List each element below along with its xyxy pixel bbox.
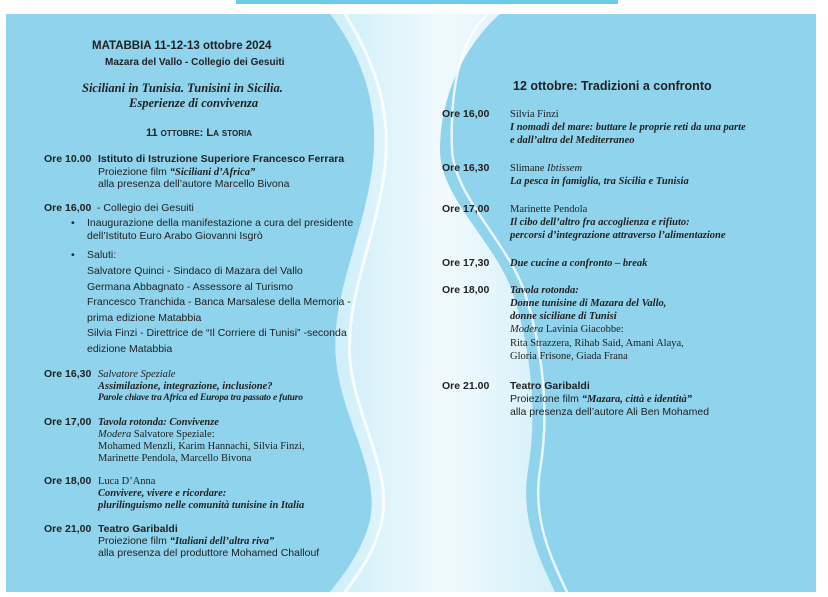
film-guest: alla presenza dell’autore Ali Ben Mohamed (510, 406, 710, 418)
film-line (510, 393, 692, 406)
event-time: Ore 16,30 (44, 368, 92, 380)
film-guest: alla presenza del produttore Mohamed Challouf (98, 547, 320, 559)
event-time: Ore 21.00 (442, 380, 490, 392)
moderator-label: Modera (98, 429, 132, 440)
moderator-name: Lavinia Giacobbe: (543, 324, 624, 335)
bullet-text: Inaugurazione della manifestazione a cura del presidente (87, 217, 354, 229)
talk-title-cont: e dall’altra del Mediterraneo (510, 135, 635, 146)
event-place: Teatro Garibaldi (98, 523, 178, 535)
talk-subtitle: Parole chiave tra Africa ed Europa tra passato e futuro (98, 393, 303, 403)
speaker-name: Marinette Pendola (510, 204, 588, 215)
event-time: Ore 17,30 (442, 257, 490, 269)
event-place: - Collegio dei Gesuiti (97, 202, 194, 214)
moderator-name: Salvatore Speziale: (131, 429, 215, 440)
moderator-line (510, 323, 624, 336)
greeting-item: edizione Matabbia (87, 342, 173, 355)
greeting-item: Silvia Finzi - Direttrice de “Il Corriere di Tunisi” -seconda (87, 327, 347, 340)
talk-title: Tavola rotonda: (510, 285, 579, 296)
speaker-name: Slimane (510, 163, 548, 174)
greeting-item: Francesco Tranchida - Banca Marsalese della Memoria - (87, 296, 351, 309)
event-time: Ore 18,00 (44, 475, 92, 487)
event-location: Mazara del Vallo - Collegio dei Gesuiti (105, 57, 285, 68)
talk-title: Il cibo dell’altro fra accoglienza e rifiuto: (510, 217, 690, 228)
film-title: “Mazara, città e identità” (581, 394, 693, 405)
moderator-label: Modera (510, 324, 544, 335)
event-subtitle: Siciliani in Tunisia. Tunisini in Sicilia. (82, 81, 283, 95)
talk-title: I nomadi del mare: buttare le proprie reti da una parte (510, 122, 746, 133)
greetings-list (87, 264, 351, 358)
talk-title-cont: percorsi d’integrazione attraverso l’alimentazione (510, 230, 726, 241)
film-title: “Siciliani d’Africa” (169, 167, 256, 178)
bullet-dot: • (71, 217, 75, 229)
day-12-heading: 12 ottobre: Tradizioni a confronto (513, 79, 712, 93)
event-time: Ore 17,00 (44, 416, 92, 428)
talk-title: Due cucine a confronto – break (510, 258, 648, 269)
bullet-dot: • (71, 249, 75, 261)
participants: Mohamed Menzli, Karim Hannachi, Silvia Finzi, (98, 441, 305, 452)
talk-title-cont: Donne tunisine di Mazara del Vallo, (510, 298, 667, 309)
bullet-text: Saluti: (87, 249, 117, 261)
speaker-surname: Ibtissem (547, 163, 583, 174)
speaker-name: Salvatore Speziale (98, 369, 176, 380)
talk-title: Tavola rotonda: Convivenze (98, 417, 219, 428)
talk-subtitle: plurilinguismo nelle comunità tunisine in Italia (98, 500, 305, 511)
event-title: MATABBIA 11-12-13 ottobre 2024 (92, 40, 272, 52)
talk-title: Assimilazione, integrazione, inclusione? (98, 381, 273, 392)
greeting-item: Germana Abbagnato - Assessore al Turismo (87, 280, 294, 293)
event-time: Ore 16,30 (442, 162, 490, 174)
film-prefix: Proiezione film (510, 393, 582, 405)
event-time: Ore 21,00 (44, 523, 92, 535)
greeting-item: Salvatore Quinci - Sindaco di Mazara del Vallo (87, 265, 303, 277)
participants-cont: Gloria Frisone, Giada Frana (510, 351, 628, 362)
greeting-item: prima edizione Matabbia (87, 311, 202, 324)
talk-title: Convivere, vivere e ricordare: (98, 488, 227, 499)
event-time: Ore 16,00 (442, 108, 490, 120)
talk-title-cont: donne siciliane di Tunisi (510, 311, 617, 322)
event-time: Ore 16,00 (44, 202, 92, 214)
film-title: “Italiani dell’altra riva” (169, 536, 275, 547)
event-time: Ore 10.00 (44, 153, 92, 165)
event-time: Ore 18,00 (442, 284, 490, 296)
film-guest: alla presenza dell’autore Marcello Bivona (98, 178, 290, 190)
speaker-line (510, 162, 582, 175)
day-11-heading: 11 ottobre: La storia (146, 127, 252, 139)
bullet-text-cont: dell’Istituto Euro Arabo Giovanni Isgrò (87, 230, 263, 242)
speaker-name: Silvia Finzi (510, 109, 559, 120)
talk-title: La pesca in famiglia, tra Sicilia e Tunisia (510, 176, 689, 187)
participants: Rita Strazzera, Rihab Said, Amani Alaya, (510, 338, 684, 349)
bullet-greetings (71, 249, 116, 262)
bullet-inauguration (71, 217, 353, 243)
film-prefix: Proiezione film (98, 535, 170, 547)
film-prefix: Proiezione film (98, 166, 170, 178)
speaker-name: Luca D’Anna (98, 476, 156, 487)
event-place: Istituto di Istruzione Superiore Francesco Ferrara (98, 153, 345, 165)
event-time: Ore 17,00 (442, 203, 490, 215)
event-place: Teatro Garibaldi (510, 380, 590, 392)
event-subtitle-2: Esperienze di convivenza (129, 96, 259, 110)
participants-cont: Marinette Pendola, Marcello Bivona (98, 453, 252, 464)
